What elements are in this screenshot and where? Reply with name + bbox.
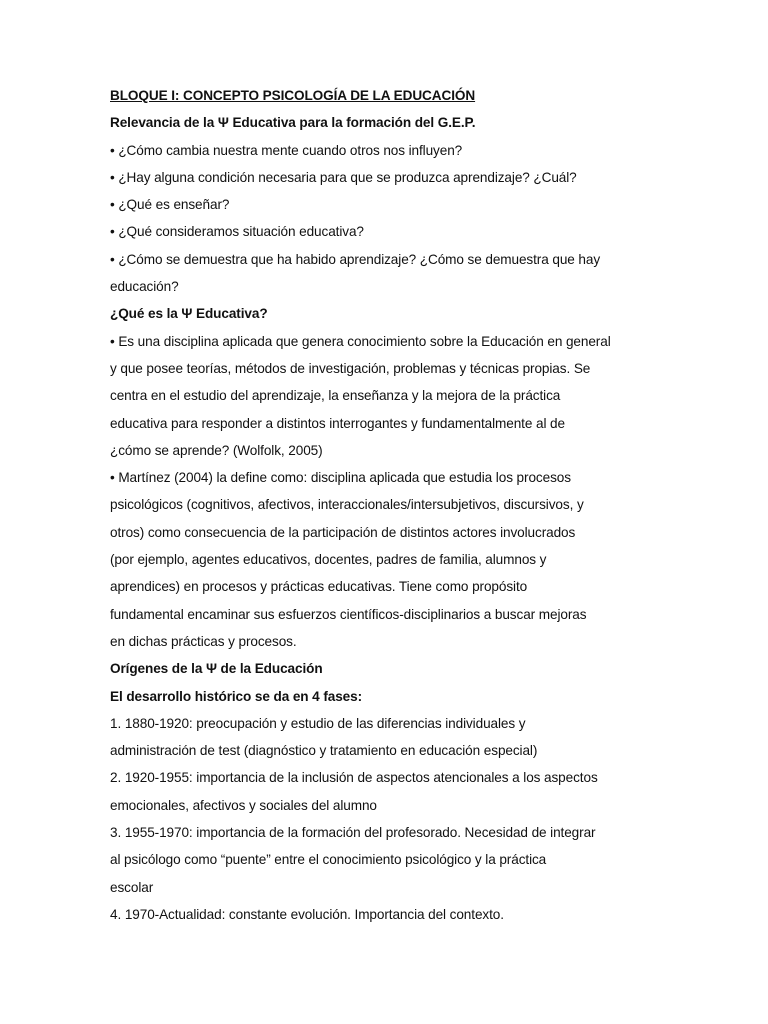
text-line: al psicólogo como “puente” entre el conocimiento psicológico y la práctica [110, 852, 547, 868]
document-body [110, 109, 710, 928]
section-heading: El desarrollo histórico se da en 4 fases: [110, 688, 363, 704]
text-line: ¿cómo se aprende? (Wolfolk, 2005) [110, 442, 323, 458]
text-line: • ¿Hay alguna condición necesaria para que se produzca aprendizaje? ¿Cuál? [110, 169, 577, 185]
text-line: 2. 1920-1955: importancia de la inclusión de aspectos atencionales a los aspectos [110, 770, 598, 786]
text-line: 1. 1880-1920: preocupación y estudio de las diferencias individuales y [110, 715, 526, 731]
text-line: 4. 1970-Actualidad: constante evolución. Importancia del contexto. [110, 906, 504, 922]
section-heading: Orígenes de la Ψ de la Educación [110, 661, 323, 677]
section-heading: ¿Qué es la Ψ Educativa? [110, 306, 268, 322]
text-line: fundamental encaminar sus esfuerzos científicos-disciplinarios a buscar mejoras [110, 606, 587, 622]
document-title: BLOQUE I: CONCEPTO PSICOLOGÍA DE LA EDUCACIÓN [110, 88, 476, 103]
text-line: • Martínez (2004) la define como: disciplina aplicada que estudia los procesos [110, 470, 571, 486]
text-line: otros) como consecuencia de la participación de distintos actores involucrados [110, 524, 576, 540]
text-line: emocionales, afectivos y sociales del alumno [110, 797, 377, 813]
text-line: • Es una disciplina aplicada que genera conocimiento sobre la Educación en general [110, 333, 611, 349]
section-heading: Relevancia de la Ψ Educativa para la formación del G.E.P. [110, 115, 476, 131]
text-line: aprendices) en procesos y prácticas educativas. Tiene como propósito [110, 579, 528, 595]
text-line: centra en el estudio del aprendizaje, la enseñanza y la mejora de la práctica [110, 388, 561, 404]
text-line: y que posee teorías, métodos de investigación, problemas y técnicas propias. Se [110, 360, 591, 376]
text-line: • ¿Cómo cambia nuestra mente cuando otros nos influyen? [110, 142, 463, 158]
text-line: • ¿Cómo se demuestra que ha habido aprendizaje? ¿Cómo se demuestra que hay [110, 251, 601, 267]
text-line: administración de test (diagnóstico y tratamiento en educación especial) [110, 743, 538, 759]
text-line: • ¿Qué es enseñar? [110, 197, 230, 213]
text-line: educación? [110, 279, 179, 295]
text-line: 3. 1955-1970: importancia de la formación del profesorado. Necesidad de integrar [110, 825, 596, 841]
text-line: • ¿Qué consideramos situación educativa? [110, 224, 364, 240]
text-line: escolar [110, 879, 154, 895]
document-page [110, 82, 710, 928]
text-line: (por ejemplo, agentes educativos, docentes, padres de familia, alumnos y [110, 552, 547, 568]
text-line: en dichas prácticas y procesos. [110, 633, 297, 649]
text-line: psicológicos (cognitivos, afectivos, interaccionales/intersubjetivos, discursivos, y [110, 497, 584, 513]
text-line: educativa para responder a distintos interrogantes y fundamentalmente al de [110, 415, 565, 431]
